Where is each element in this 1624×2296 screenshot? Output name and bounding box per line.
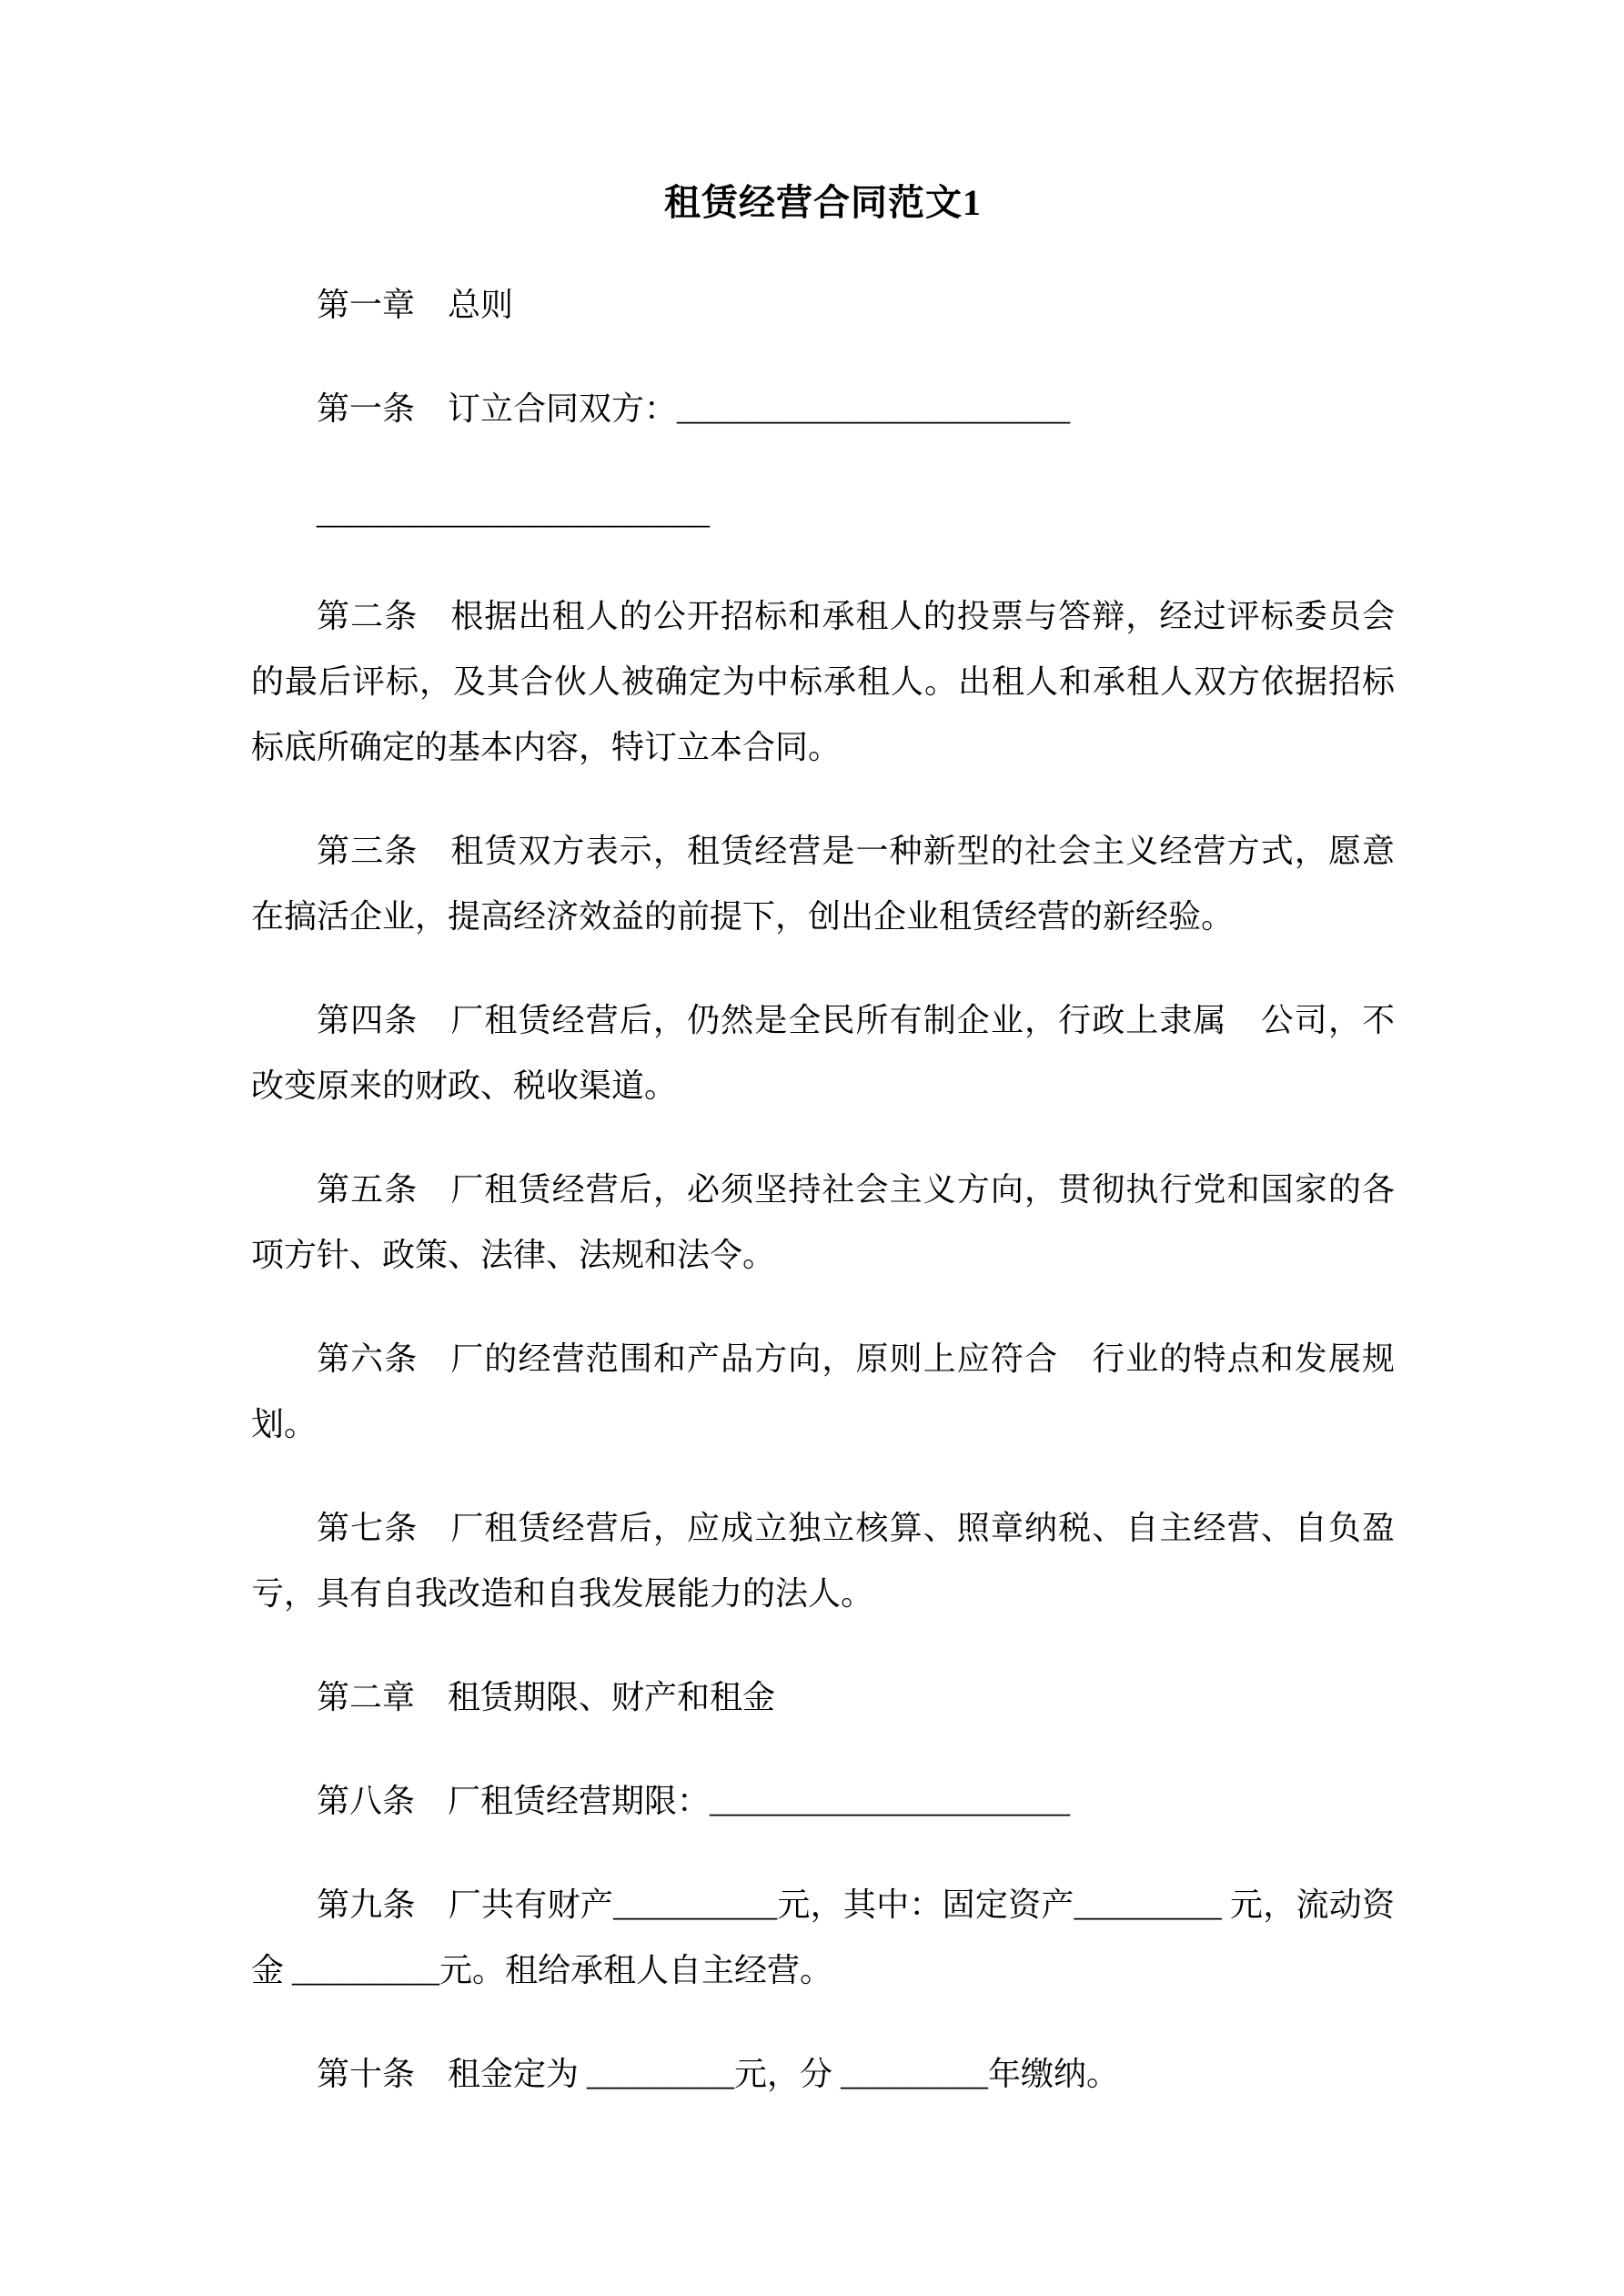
clause-6-label: 第六条	[317, 1340, 419, 1377]
chapter-2-title-text: 租赁期限、财产和租金	[448, 1679, 776, 1715]
clause-3-paragraph	[251, 818, 1395, 949]
clause-2-paragraph	[251, 583, 1395, 780]
clause-5-text: 厂租赁经营后，必须坚持社会主义方向，贯彻执行党和国家的各项方针、政策、法律、法规和法令。	[251, 1171, 1395, 1273]
clause-8-text: 厂租赁经营期限：______________________	[448, 1783, 1071, 1819]
clause-7-text: 厂租赁经营后，应成立独立核算、照章纳税、自主经营、自负盈亏，具有自我改造和自我发展能力的法人。	[251, 1510, 1395, 1612]
clause-4-paragraph	[251, 987, 1395, 1118]
clause-7-label: 第七条	[317, 1510, 419, 1546]
clause-4-label: 第四条	[317, 1002, 419, 1038]
chapter-2-label: 第二章	[317, 1679, 416, 1715]
clause-3-label: 第三条	[317, 833, 419, 869]
clause-1-paragraph	[251, 376, 1395, 441]
clause-9-text: 厂共有财产__________元，其中：固定资产_________ 元，流动资金 _________元。租给承租人自主经营。	[251, 1886, 1395, 1988]
clause-6-text: 厂的经营范围和产品方向，原则上应符合 行业的特点和发展规划。	[251, 1340, 1395, 1442]
clause-7-paragraph	[251, 1495, 1395, 1626]
clause-9-paragraph	[251, 1872, 1395, 2003]
clause-2-text: 根据出租人的公开招标和承租人的投票与答辩，经过评标委员会的最后评标，及其合伙人被确定为中标承租人。出租人和承租人双方依据招标标底所确定的基本内容，特订立本合同。	[251, 598, 1395, 765]
clause-5-paragraph	[251, 1157, 1395, 1288]
clause-1-label: 第一条	[317, 390, 416, 427]
clause-3-text: 租赁双方表示，租赁经营是一种新型的社会主义经营方式，愿意在搞活企业，提高经济效益的前提下，创出企业租赁经营的新经验。	[251, 833, 1395, 935]
clause-8-paragraph	[251, 1768, 1395, 1834]
chapter-1-label: 第一章	[317, 287, 416, 323]
chapter-2-heading	[251, 1664, 1395, 1730]
clause-6-paragraph	[251, 1326, 1395, 1457]
clause-10-paragraph	[251, 2041, 1395, 2107]
chapter-1-heading	[251, 272, 1395, 338]
clause-8-label: 第八条	[317, 1783, 416, 1819]
clause-1-text: 订立合同双方：________________________	[448, 390, 1071, 427]
document-title: 租赁经营合同范文1	[664, 182, 982, 223]
clause-5-label: 第五条	[317, 1171, 419, 1208]
clause-9-label: 第九条	[317, 1886, 416, 1923]
blank-underline: ________________________	[317, 494, 710, 531]
clause-10-text: 租金定为 _________元，分 _________年缴纳。	[448, 2056, 1120, 2092]
chapter-1-title-text: 总则	[448, 287, 514, 323]
clause-2-label: 第二条	[317, 598, 419, 634]
clause-10-label: 第十条	[317, 2056, 416, 2092]
clause-4-text: 厂租赁经营后，仍然是全民所有制企业，行政上隶属 公司，不改变原来的财政、税收渠道。	[251, 1002, 1395, 1104]
fill-in-blank-line	[251, 480, 1395, 545]
